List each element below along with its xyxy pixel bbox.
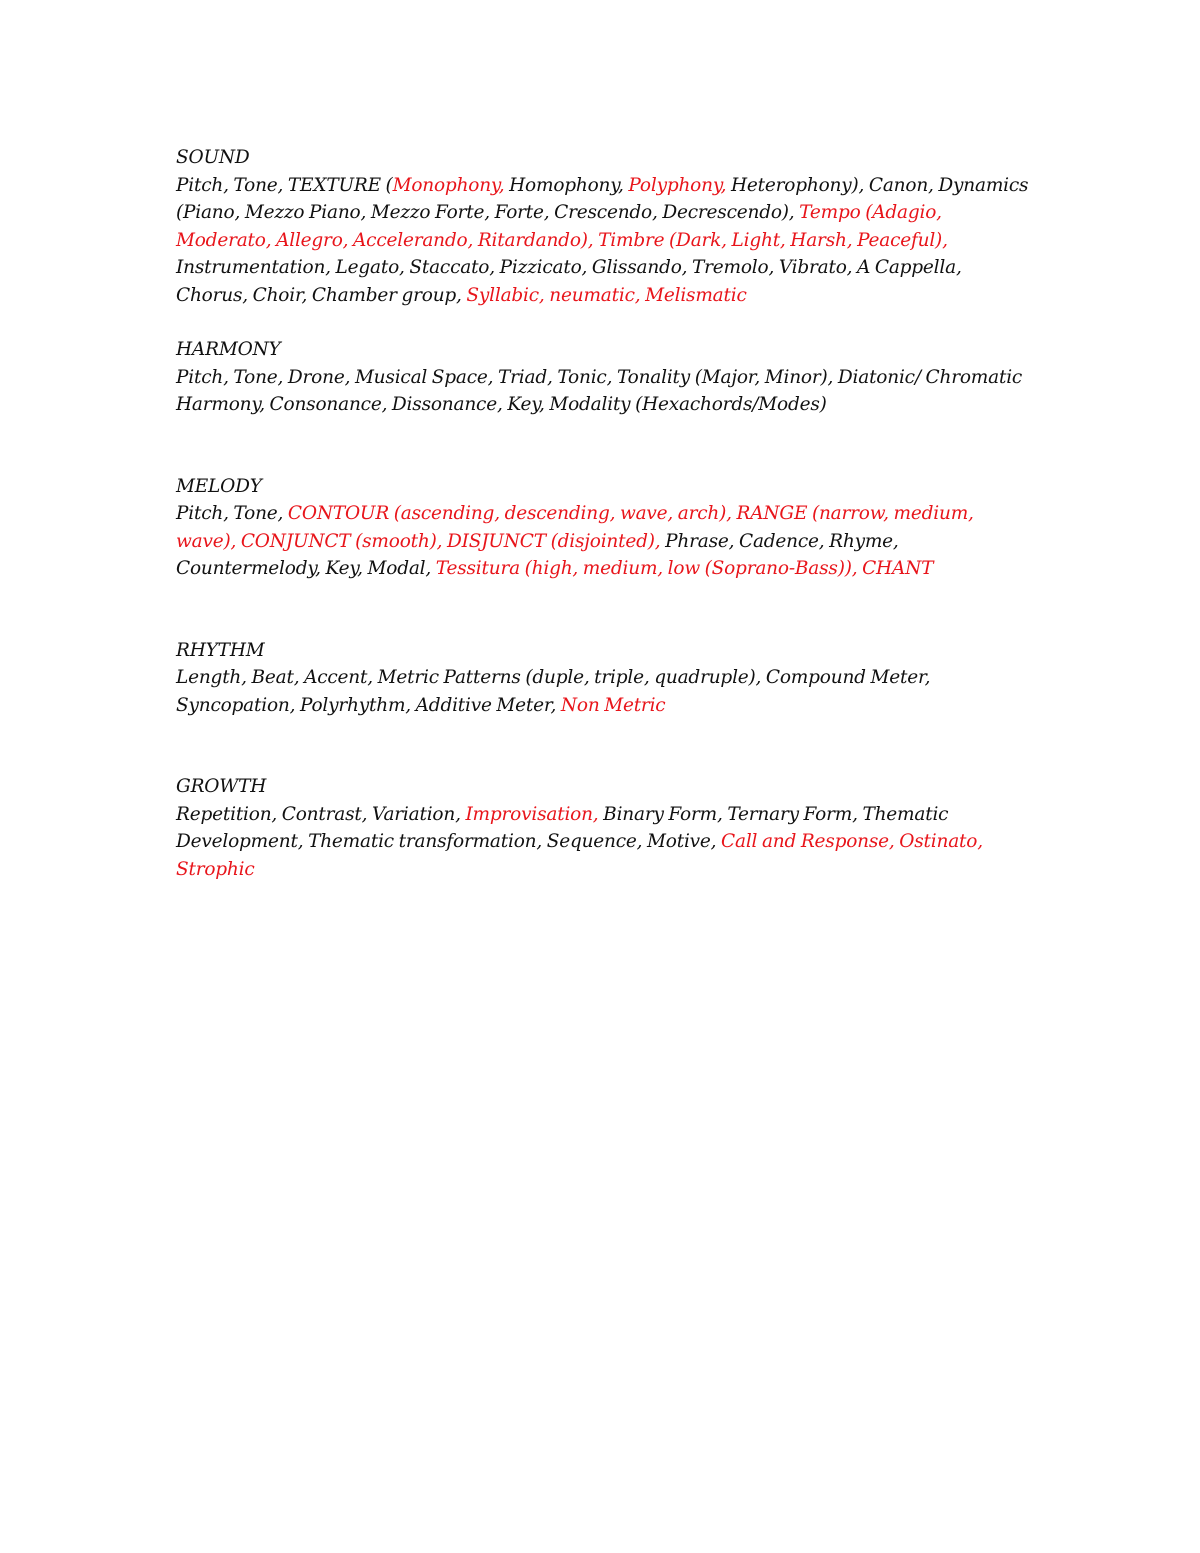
document-body [176,144,1036,883]
section-text-melody [176,500,1036,583]
text-segment: Pitch, Tone, Drone, Musical Space, Triad, Tonic, Tonality (Major, Minor), Diatonic/ Chromatic Harmony, Consonance, Dissonance, Key, Modality (Hexachords/Modes) [176,366,1023,415]
highlight-segment: Tempo (Adagio, Moderato, Allegro, Accelerando, Ritardando), Timbre (Dark, Light, Harsh, Peaceful), [176,202,948,251]
spacer [176,719,1036,773]
section-heading-harmony: HARMONY [176,339,281,360]
section-text-rhythm [176,664,1036,719]
highlight-segment: Non Metric [560,694,666,716]
highlight-segment: Syllabic, neumatic, Melismatic [466,284,747,306]
highlight-segment: Polyphony, [628,174,727,196]
text-segment: Phrase, Cadence, Rhyme, Countermelody, Key, Modal, [176,530,899,579]
highlight-segment: Improvisation, [465,803,599,825]
section-text-growth [176,801,1036,884]
section-rhythm [176,637,1036,720]
highlight-segment: Tessitura (high, medium, low (Soprano-Bass)), CHANT [435,558,934,579]
text-segment: Repetition, Contrast, Variation, [176,803,466,825]
section-text-sound [176,172,1036,310]
section-heading-rhythm: RHYTHM [176,639,265,661]
section-harmony [176,336,1036,419]
text-segment: Heterophony), Canon, Dynamics (Piano, Mezzo Piano, Mezzo Forte, Forte, Crescendo, Decrescendo), [176,174,1029,223]
spacer [176,309,1036,336]
spacer [176,419,1036,473]
section-growth [176,773,1036,883]
section-sound [176,144,1036,309]
text-segment: Homophony, [504,174,629,196]
text-segment: Pitch, Tone, TEXTURE ( [176,174,393,196]
highlight-segment: CONTOUR (ascending, descending, wave, arch), RANGE (narrow, medium, wave), CONJUNCT (smooth), DISJUNCT (disjointed), [176,503,974,552]
text-segment: Pitch, Tone, [176,503,288,524]
text-segment: Binary Form, Ternary Form, Thematic Development, Thematic transformation, Sequence, Motive, [176,803,949,852]
section-melody [176,473,1036,583]
text-segment: Length, Beat, Accent, Metric Patterns (duple, triple, quadruple), Compound Meter, Syncopation, Polyrhythm, Additive Meter, [176,667,931,716]
section-text-harmony [176,364,1036,419]
highlight-segment: Call and Response, Ostinato, Strophic [176,831,983,880]
section-heading-melody: MELODY [176,475,262,497]
text-segment: Instrumentation, Legato, Staccato, Pizzicato, Glissando, Tremolo, Vibrato, A Cappella, Chorus, Choir, Chamber group, [176,257,962,306]
section-heading-growth: GROWTH [176,776,267,797]
section-heading-sound: SOUND [176,147,250,168]
spacer [176,583,1036,637]
highlight-segment: Monophony, [392,174,505,196]
